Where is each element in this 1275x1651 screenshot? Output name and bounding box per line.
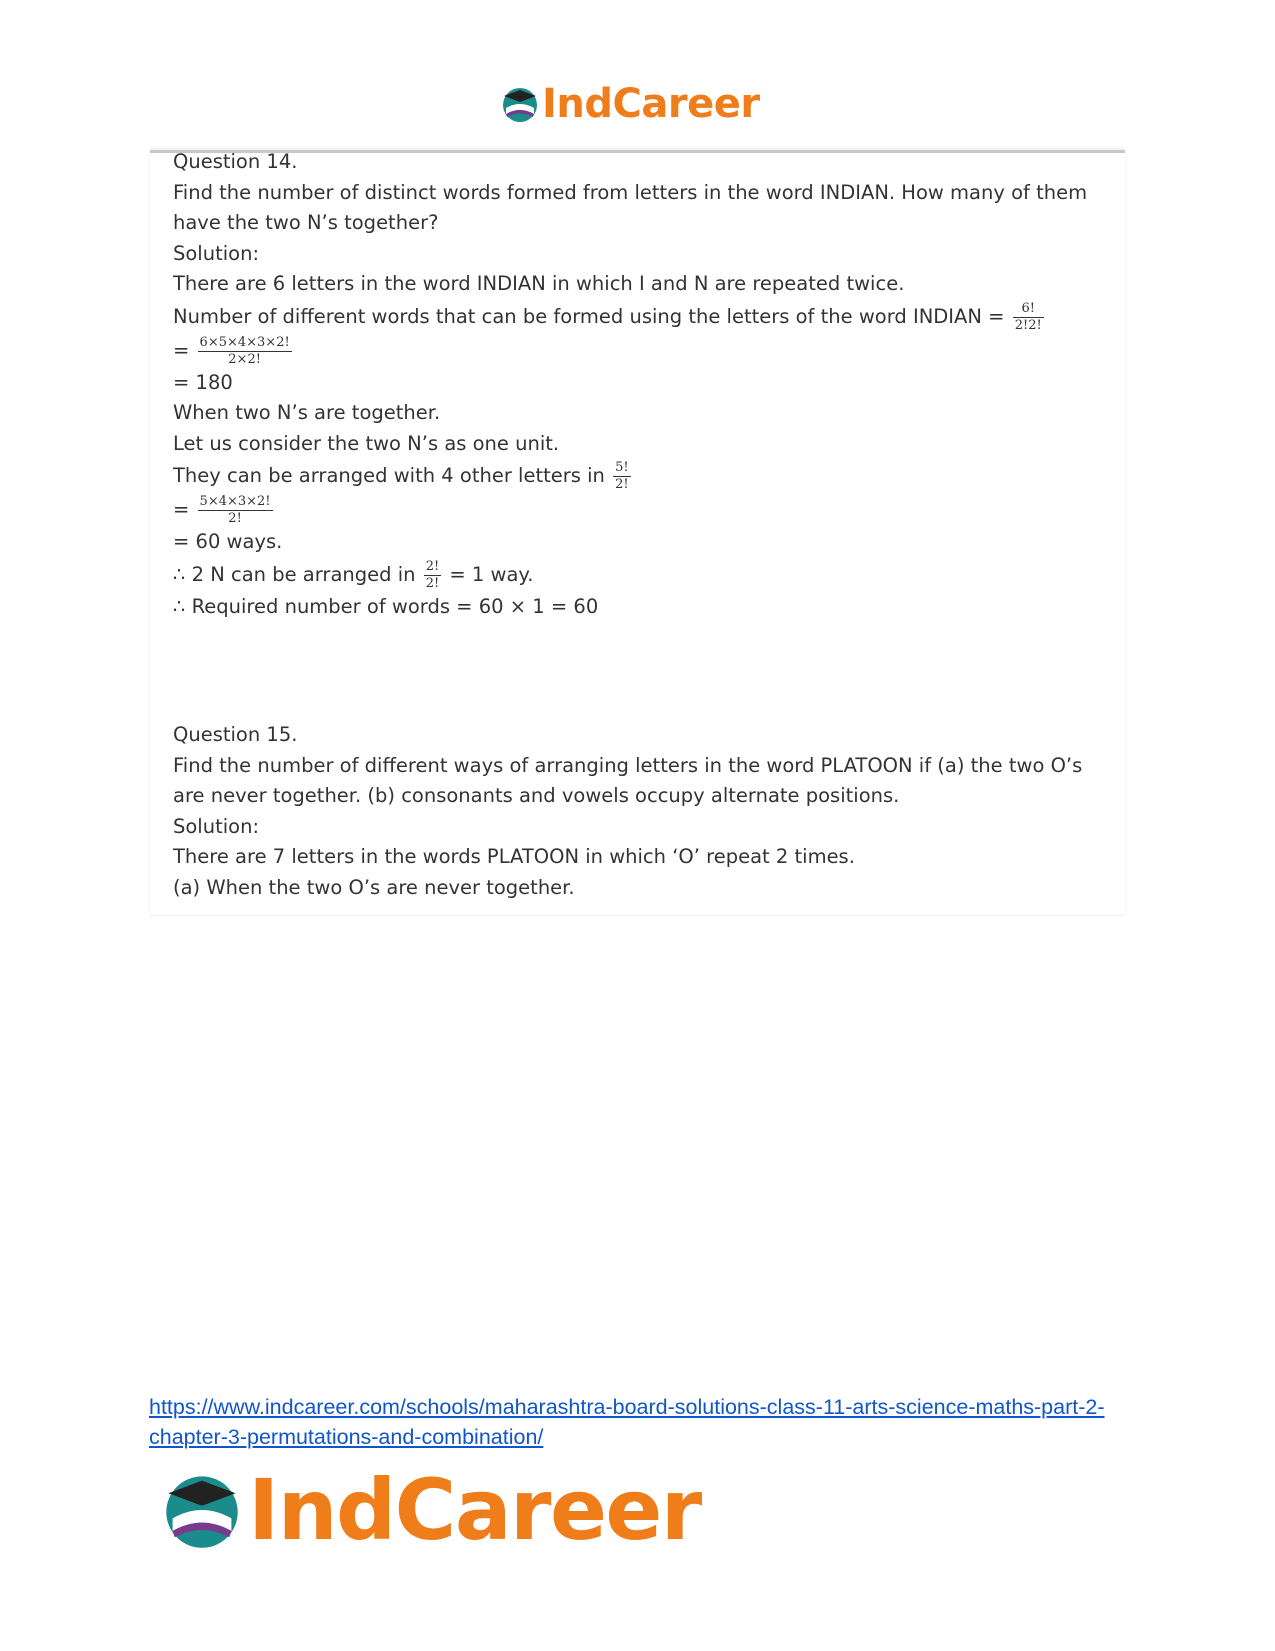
brand-name: IndCareer	[248, 1461, 701, 1559]
brand-name: IndCareer	[542, 81, 760, 127]
graduation-book-globe-icon	[500, 84, 540, 124]
question-text: Find the number of different ways of arranging letters in the word PLATOON if (a) the two O’s	[173, 753, 1083, 777]
graduation-book-globe-icon	[160, 1468, 244, 1552]
fraction: $\frac{5!}{2!}$	[615, 460, 629, 492]
header-logo	[500, 80, 760, 128]
question-15	[173, 720, 1083, 903]
fraction: $\frac{5\times 4\times 3\times 2!}{2!}$	[199, 494, 271, 526]
solution-line: = 180	[173, 370, 233, 394]
fraction: $\frac{6\times 5\times 4\times 3\times 2!}{2\times 2!}$	[199, 334, 290, 367]
solution-line: Let us consider the two N’s as one unit.	[173, 431, 560, 455]
solution-line: When two N’s are together.	[173, 401, 441, 424]
solution-line: Number of different words that can be formed using the letters of the word INDIAN = $\frac{6!}{2!2!}$	[173, 300, 1042, 333]
solution-line: = $\frac{6\times 5\times 4\times 3\times 2!}{2\times 2!}$	[173, 334, 290, 367]
solution-line: = $\frac{5\times 4\times 3\times 2!}{2!}$	[173, 494, 271, 526]
solution-line: = 60 ways.	[173, 530, 283, 553]
question-text: are never together. (b) consonants and vowels occupy alternate positions.	[173, 784, 900, 807]
solution-line: There are 6 letters in the word INDIAN in which I and N are repeated twice.	[173, 272, 905, 295]
fraction: $\frac{6!}{2!2!}$	[1014, 300, 1042, 333]
question-heading: Question 14.	[173, 150, 298, 173]
solution-line: There are 7 letters in the words PLATOON in which ‘O’ repeat 2 times.	[173, 845, 855, 868]
solution-line: ∴ Required number of words = 60 × 1 = 60	[173, 594, 599, 618]
footer-logo	[160, 1460, 701, 1560]
solution-label: Solution:	[173, 241, 260, 265]
solution-line: They can be arranged with 4 other letters in $\frac{5!}{2!}$	[173, 460, 629, 492]
question-14	[173, 147, 1088, 622]
solution-line: ∴ 2 N can be arranged in $\frac{2!}{2!}$ = 1 way.	[173, 558, 534, 591]
question-heading: Question 15.	[173, 723, 298, 746]
solution-label: Solution:	[173, 814, 260, 838]
solution-line: (a) When the two O’s are never together.	[173, 875, 575, 899]
fraction: $\frac{2!}{2!}$	[425, 558, 440, 591]
question-text: Find the number of distinct words formed from letters in the word INDIAN. How many of them	[173, 180, 1088, 204]
question-text: have the two N’s together?	[173, 211, 439, 234]
source-link[interactable]: https://www.indcareer.com/schools/maharashtra-board-solutions-class-11-arts-science-maths-part-2-chapter-3-permutations-and-combination/	[149, 1395, 1105, 1449]
